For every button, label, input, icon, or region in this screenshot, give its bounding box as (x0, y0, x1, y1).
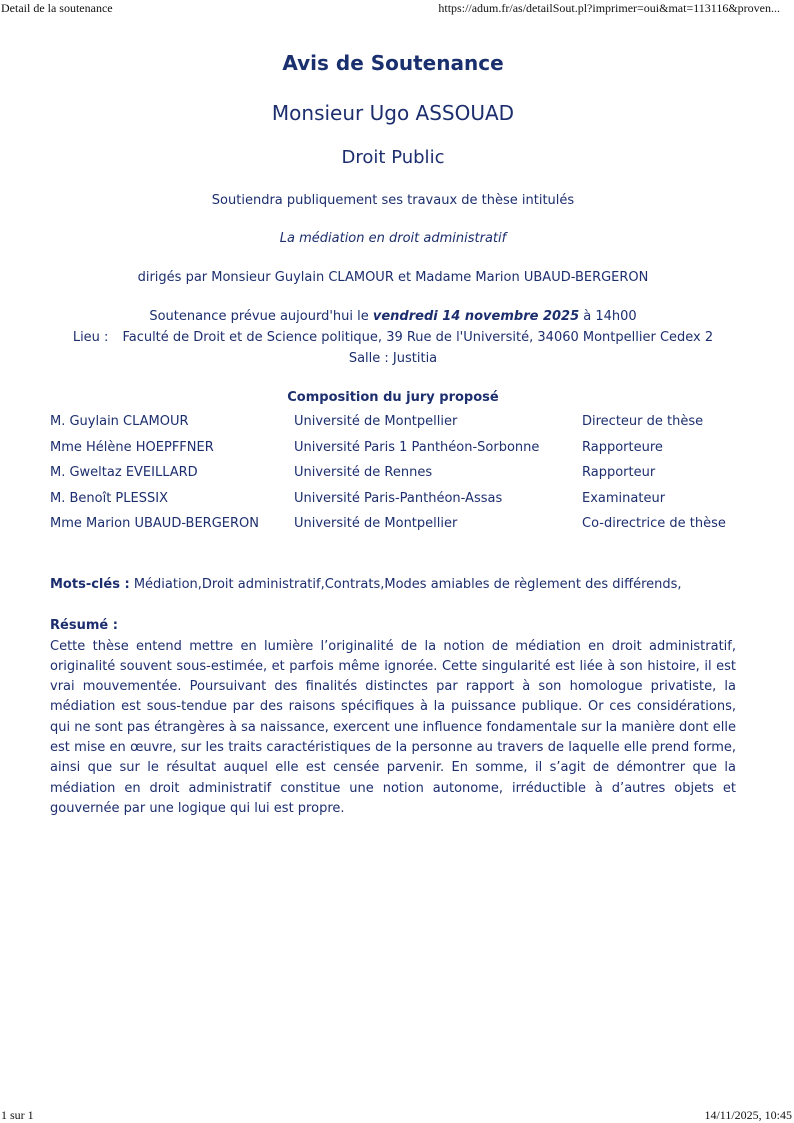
jury-member-name: M. Gweltaz EVEILLARD (50, 465, 198, 481)
jury-member-name: Mme Marion UBAUD-BERGERON (50, 516, 259, 532)
defense-schedule (50, 307, 736, 327)
jury-member-university: Université Paris-Panthéon-Assas (294, 490, 503, 506)
candidate-name: Monsieur Ugo ASSOUAD (271, 101, 515, 125)
thesis-title: La médiation en droit administratif (279, 231, 507, 246)
jury-member-role: Rapporteure (582, 439, 663, 455)
jury-member-role: Examinateur (582, 490, 666, 506)
schedule-prefix: Soutenance prévue aujourd'hui le (149, 309, 373, 324)
jury-row (48, 409, 738, 435)
document-body (50, 48, 736, 819)
intro-text: Soutiendra publiquement ses travaux de thèse intitulés (211, 193, 575, 208)
jury-member-name: M. Benoît PLESSIX (50, 490, 168, 506)
page-title: Avis de Soutenance (282, 51, 504, 75)
jury-member-role: Rapporteur (582, 465, 656, 481)
jury-heading: Composition du jury proposé (287, 390, 499, 405)
jury-table (48, 409, 738, 537)
print-header-title: Detail de la soutenance (1, 1, 113, 15)
jury-member-role: Directeur de thèse (582, 414, 704, 430)
keywords (50, 575, 736, 595)
thesis-directors: dirigés par Monsieur Guylain CLAMOUR et Madame Marion UBAUD-BERGERON (137, 270, 649, 285)
jury-row (48, 460, 738, 486)
jury-member-role: Co-directrice de thèse (582, 516, 726, 532)
place-address: Faculté de Droit et de Science politique, 39 Rue de l'Université, 34060 Montpellier Cedex 2 (122, 330, 714, 345)
keywords-label: Mots-clés : (50, 576, 130, 592)
jury-member-name: M. Guylain CLAMOUR (50, 414, 189, 430)
abstract-text: Cette thèse entend mettre en lumière l’originalité de la notion de médiation en droit administratif, originalité souvent sous-estimée, et parfois même ignorée. Cette singularité est liée à son histoire, il est vrai mouvementée. Poursuivant des finalités distinctes par rapport à son homologue privatiste, la médiation est sous-tendue par des raisons spécifiques à la puissance publique. Or ces considérations, qui ne sont pas étrangères à sa naissance, exercent une influence fondamentale sur la manière dont elle est mise en œuvre, sur les traits caractéristiques de la personne au travers de laquelle elle prend forme, ainsi que sur le résultat auquel elle est censée parvenir. En somme, il s’agit de démontrer que la médiation en droit administratif constitue une notion autonome, irréductible à d’autres objets et gouvernée par une logique qui lui est propre. (50, 638, 736, 816)
defense-date: vendredi 14 novembre 2025 (372, 309, 580, 324)
jury-member-university: Université Paris 1 Panthéon-Sorbonne (294, 439, 540, 455)
print-header-url: https://adum.fr/as/detailSout.pl?imprimer=oui&mat=113116&proven... (438, 1, 780, 15)
page-number: 1 sur 1 (1, 1108, 34, 1122)
jury-member-university: Université de Montpellier (294, 414, 458, 430)
jury-member-university: Université de Montpellier (294, 516, 458, 532)
discipline: Droit Public (341, 147, 445, 168)
abstract-heading: Résumé : (50, 617, 118, 633)
jury-row (48, 435, 738, 461)
defense-place (50, 327, 736, 348)
jury-row (48, 486, 738, 512)
jury-row (48, 511, 738, 537)
keywords-value: Médiation,Droit administratif,Contrats,Modes amiables de règlement des différends, (133, 576, 682, 592)
jury-member-name: Mme Hélène HOEPFFNER (50, 439, 214, 455)
jury-member-university: Université de Rennes (294, 465, 433, 481)
schedule-time: à 14h00 (579, 309, 637, 324)
place-label: Lieu : (72, 330, 109, 345)
defense-room: Salle : Justitia (348, 351, 438, 366)
print-timestamp: 14/11/2025, 10:45 (704, 1108, 792, 1122)
